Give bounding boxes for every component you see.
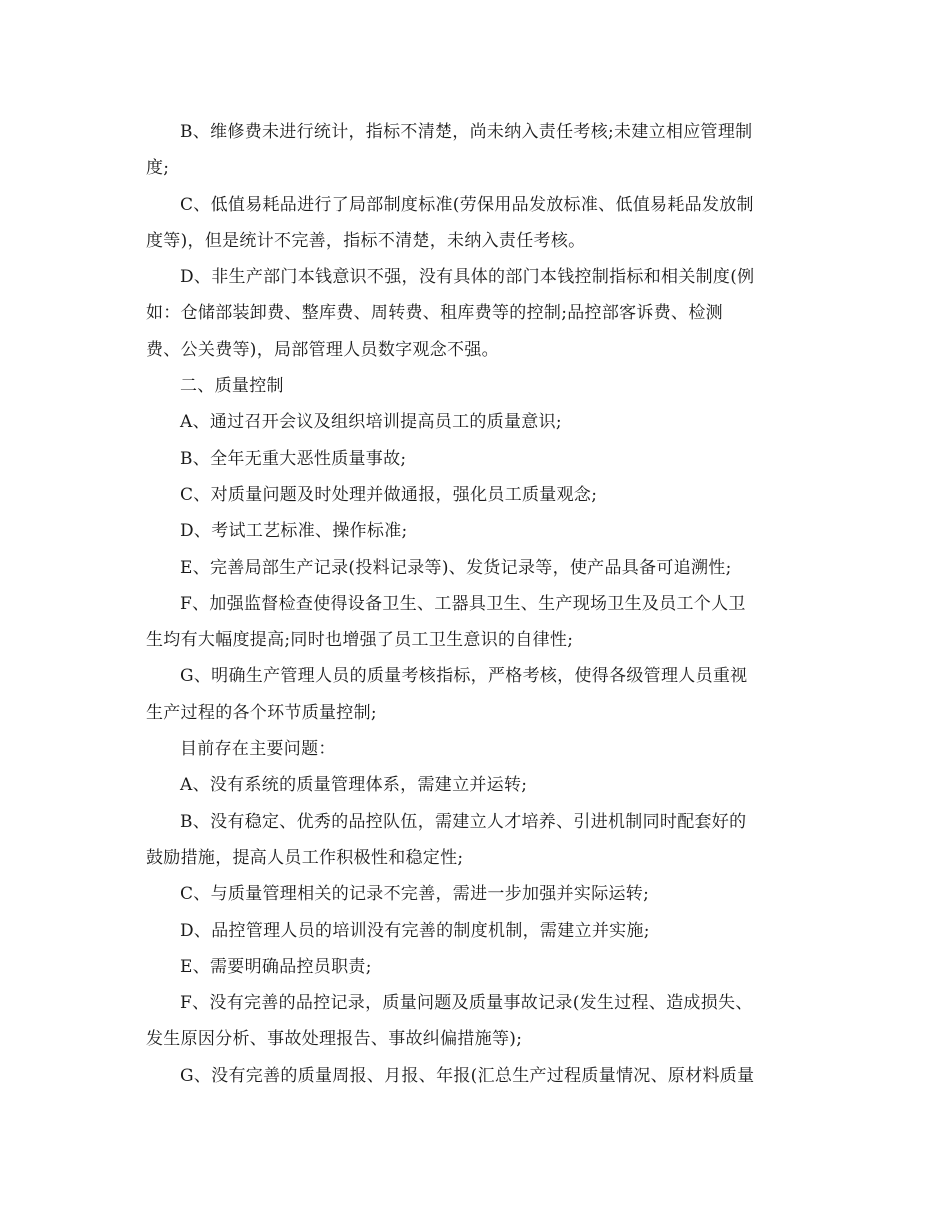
text-line: F、没有完善的品控记录，质量问题及质量事故记录(发生过程、造成损失、: [180, 993, 753, 1014]
text-line: D、非生产部门本钱意识不强，没有具体的部门本钱控制指标和相关制度(例: [180, 267, 755, 288]
text-line: C、对质量问题及时处理并做通报，强化员工质量观念;: [180, 484, 598, 505]
text-line: D、品控管理人员的培训没有完善的制度机制，需建立并实施;: [180, 920, 650, 941]
text-line: D、考试工艺标准、操作标准;: [180, 521, 408, 542]
text-line: 度;: [146, 158, 170, 179]
text-line: A、没有系统的质量管理体系，需建立并运转;: [180, 775, 528, 796]
text-line: G、明确生产管理人员的质量考核指标，严格考核，使得各级管理人员重视: [180, 666, 748, 687]
text-line: B、全年无重大恶性质量事故;: [180, 448, 407, 469]
text-line: B、没有稳定、优秀的品控队伍，需建立人才培养、引进机制同时配套好的: [180, 811, 747, 832]
text-line: 鼓励措施，提高人员工作积极性和稳定性;: [146, 847, 464, 868]
text-line: C、与质量管理相关的记录不完善，需进一步加强并实际运转;: [180, 884, 650, 905]
text-line: 费、公关费等)，局部管理人员数字观念不强。: [146, 339, 499, 360]
text-line: 度等)，但是统计不完善，指标不清楚，未纳入责任考核。: [146, 230, 586, 251]
text-line: 发生原因分析、事故处理报告、事故纠偏措施等);: [146, 1029, 523, 1050]
text-line: 生产过程的各个环节质量控制;: [146, 702, 377, 723]
text-line: A、通过召开会议及组织培训提高员工的质量意识;: [180, 412, 562, 433]
section-heading: 二、质量控制: [180, 376, 284, 397]
text-line: 如：仓储部装卸费、整库费、周转费、租库费等的控制;品控部客诉费、检测: [146, 303, 723, 324]
text-line: E、完善局部生产记录(投料记录等)、发货记录等，使产品具备可追溯性;: [180, 557, 732, 578]
text-line: G、没有完善的质量周报、月报、年报(汇总生产过程质量情况、原材料质量: [180, 1065, 755, 1086]
document-body: [146, 114, 806, 1094]
subsection-heading: 目前存在主要问题：: [180, 739, 336, 760]
text-line: F、加强监督检查使得设备卫生、工器具卫生、生产现场卫生及员工个人卫: [180, 593, 746, 614]
text-line: E、需要明确品控员职责;: [180, 956, 372, 977]
text-line: 生均有大幅度提高;同时也增强了员工卫生意识的自律性;: [146, 630, 574, 651]
text-line: C、低值易耗品进行了局部制度标准(劳保用品发放标准、低值易耗品发放制: [180, 194, 754, 215]
text-line: B、维修费未进行统计，指标不清楚，尚未纳入责任考核;未建立相应管理制: [180, 122, 753, 142]
